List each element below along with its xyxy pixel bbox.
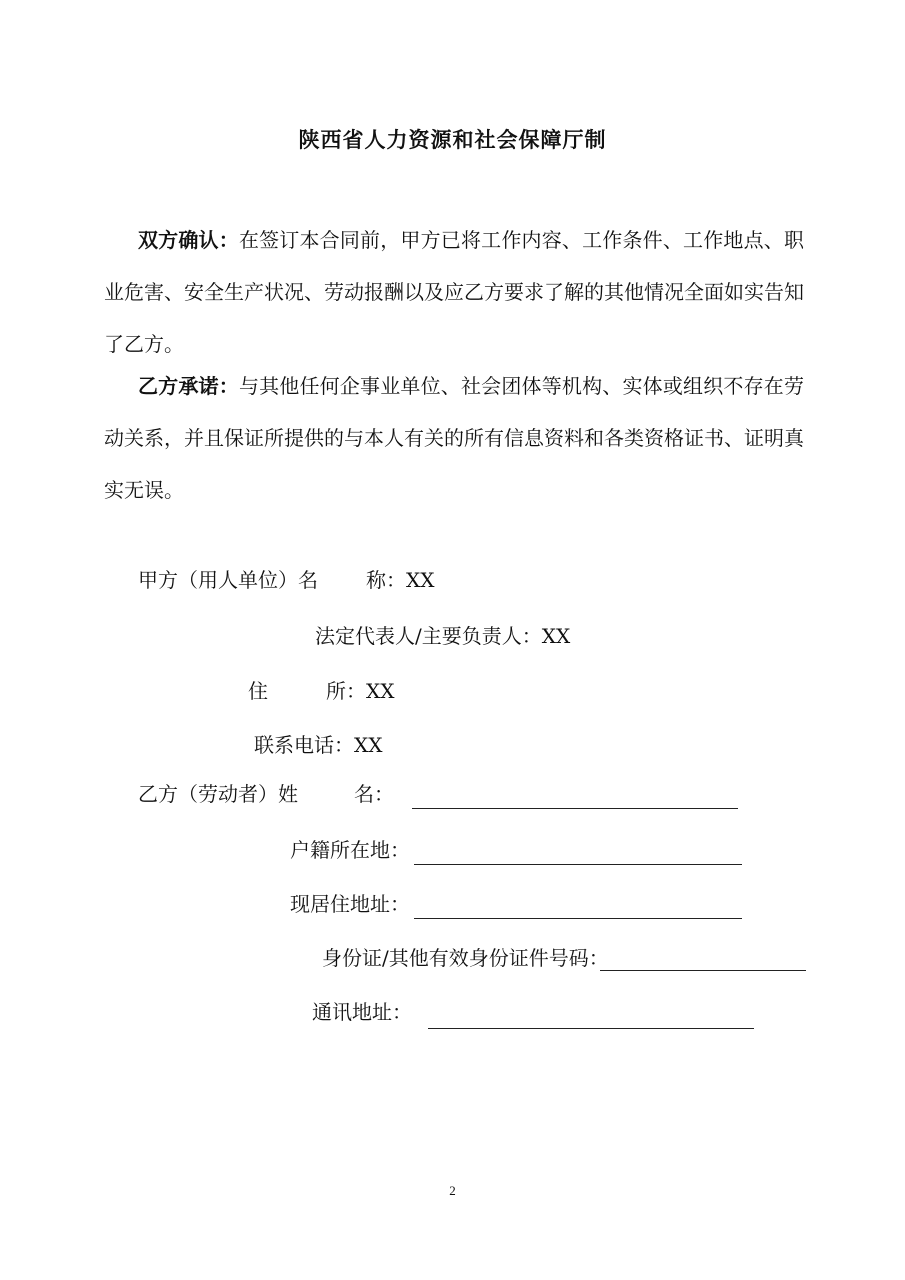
party-a-name-line [138,566,434,594]
party-a-address-value: XX [366,679,395,703]
party-a-name-label-prefix: 甲方（用人单位）名 [138,568,318,592]
party-a-phone-line [254,731,382,759]
mutual-confirmation-paragraph [104,214,804,370]
party-a-legal-rep-label: 法定代表人/主要负责人： [315,624,542,648]
mutual-confirmation-text: 在签订本合同前，甲方已将工作内容、工作条件、工作地点、职业危害、安全生产状况、劳动报酬以及应乙方要求了解的其他情况全面如实告知了乙方。 [104,228,804,356]
party-a-legal-rep-line [315,622,570,650]
party-b-name-blank[interactable] [412,808,738,809]
party-b-mailing-address-blank[interactable] [428,1028,754,1029]
party-b-hukou-line [290,836,410,864]
party-b-hukou-blank[interactable] [414,864,742,865]
party-b-mailing-address-line [312,998,412,1026]
party-a-phone-value: XX [354,733,383,757]
party-b-current-address-blank[interactable] [414,918,742,919]
party-b-commitment-text: 与其他任何企事业单位、社会团体等机构、实体或组织不存在劳动关系，并且保证所提供的与本人有关的所有信息资料和各类资格证书、证明真实无误。 [104,374,804,502]
party-b-name-line [138,780,394,808]
party-a-phone-label: 联系电话： [254,733,354,757]
party-b-mailing-address-label: 通讯地址： [312,1000,412,1024]
party-a-address-label-1: 住 [248,679,268,703]
party-b-current-address-line [290,890,410,918]
party-a-address-line [248,677,394,705]
party-b-name-label-suffix: 名： [354,782,394,806]
page-number: 2 [449,1183,456,1198]
party-b-commitment-paragraph [104,360,804,516]
party-a-name-value: XX [406,568,435,592]
party-b-id-line [322,944,609,972]
party-b-id-label: 身份证/其他有效身份证件号码： [322,946,609,970]
party-a-name-label-suffix: 称： [366,568,406,592]
party-b-commitment-lead: 乙方承诺： [138,374,239,398]
party-a-legal-rep-value: XX [541,624,571,648]
party-b-current-address-label: 现居住地址： [290,892,410,916]
mutual-confirmation-lead: 双方确认： [138,228,239,252]
party-a-address-label-2: 所： [326,679,366,703]
party-b-name-label-prefix: 乙方（劳动者）姓 [138,782,298,806]
document-title: 陕西省人力资源和社会保障厅制 [298,128,607,152]
party-b-hukou-label: 户籍所在地： [290,838,410,862]
party-b-id-blank[interactable] [600,970,806,971]
